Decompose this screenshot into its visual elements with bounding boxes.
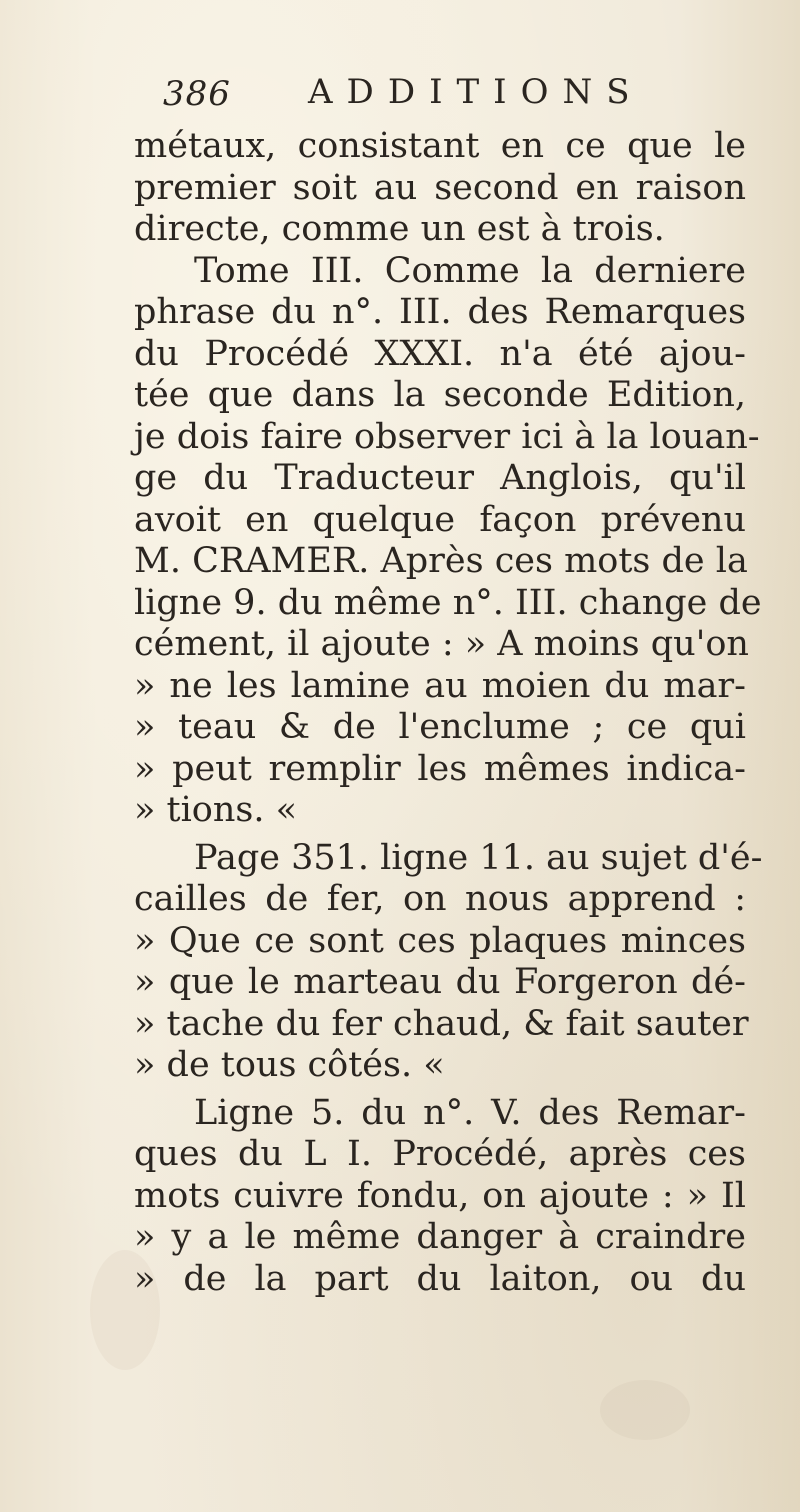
paragraph-start-line: Tome III. Comme la derniere xyxy=(194,250,746,291)
text-line: ligne 9. du même n°. III. change de xyxy=(134,582,762,623)
text-line: » y a le même danger à craindre xyxy=(134,1217,746,1257)
text-line: » que le marteau du Forgeron dé- xyxy=(134,962,746,1002)
running-head: ADDITIONS xyxy=(308,72,644,112)
text-line: » Que ce sont ces plaques minces xyxy=(134,920,746,961)
paper-stain xyxy=(600,1380,690,1440)
text-line: » ne les lamine au moien du mar- xyxy=(134,665,746,706)
text-line: » tions. « xyxy=(134,790,298,830)
text-line: métaux, consistant en ce que le xyxy=(134,126,746,166)
page-header xyxy=(163,70,740,120)
text-line: » teau & de l'enclume ; ce qui xyxy=(134,707,746,747)
text-line: cément, il ajoute : » A moins qu'on xyxy=(134,624,749,664)
text-line: directe, comme un est à trois. xyxy=(134,209,665,249)
text-line: ques du L I. Procédé, après ces xyxy=(134,1134,746,1174)
text-line: » tache du fer chaud, & fait sauter xyxy=(134,1003,749,1044)
text-line: phrase du n°. III. des Remarques xyxy=(134,292,746,332)
text-line: premier soit au second en raison xyxy=(134,167,746,208)
text-line: ge du Traducteur Anglois, qu'il xyxy=(134,458,746,498)
text-line: » de tous côtés. « xyxy=(134,1045,445,1085)
text-line: tée que dans la seconde Edition, xyxy=(134,375,746,415)
text-line: avoit en quelque façon prévenu xyxy=(134,499,746,540)
text-line: » de la part du laiton, ou du xyxy=(134,1258,746,1299)
page-number: 386 xyxy=(163,74,231,114)
text-line: du Procédé XXXI. n'a été ajou- xyxy=(134,333,746,374)
text-line: je dois faire observer ici à la louan- xyxy=(134,416,760,457)
text-line: cailles de fer, on nous apprend : xyxy=(134,879,746,919)
paragraph-start-line: Ligne 5. du n°. V. des Remar- xyxy=(194,1092,746,1133)
text-line: M. CRAMER. Après ces mots de la xyxy=(134,541,748,581)
body-text xyxy=(134,126,763,1300)
text-line: mots cuivre fondu, on ajoute : » Il xyxy=(134,1175,746,1216)
text-line: » peut remplir les mêmes indica- xyxy=(134,748,746,789)
paragraph-start-line: Page 351. ligne 11. au sujet d'é- xyxy=(194,837,763,878)
